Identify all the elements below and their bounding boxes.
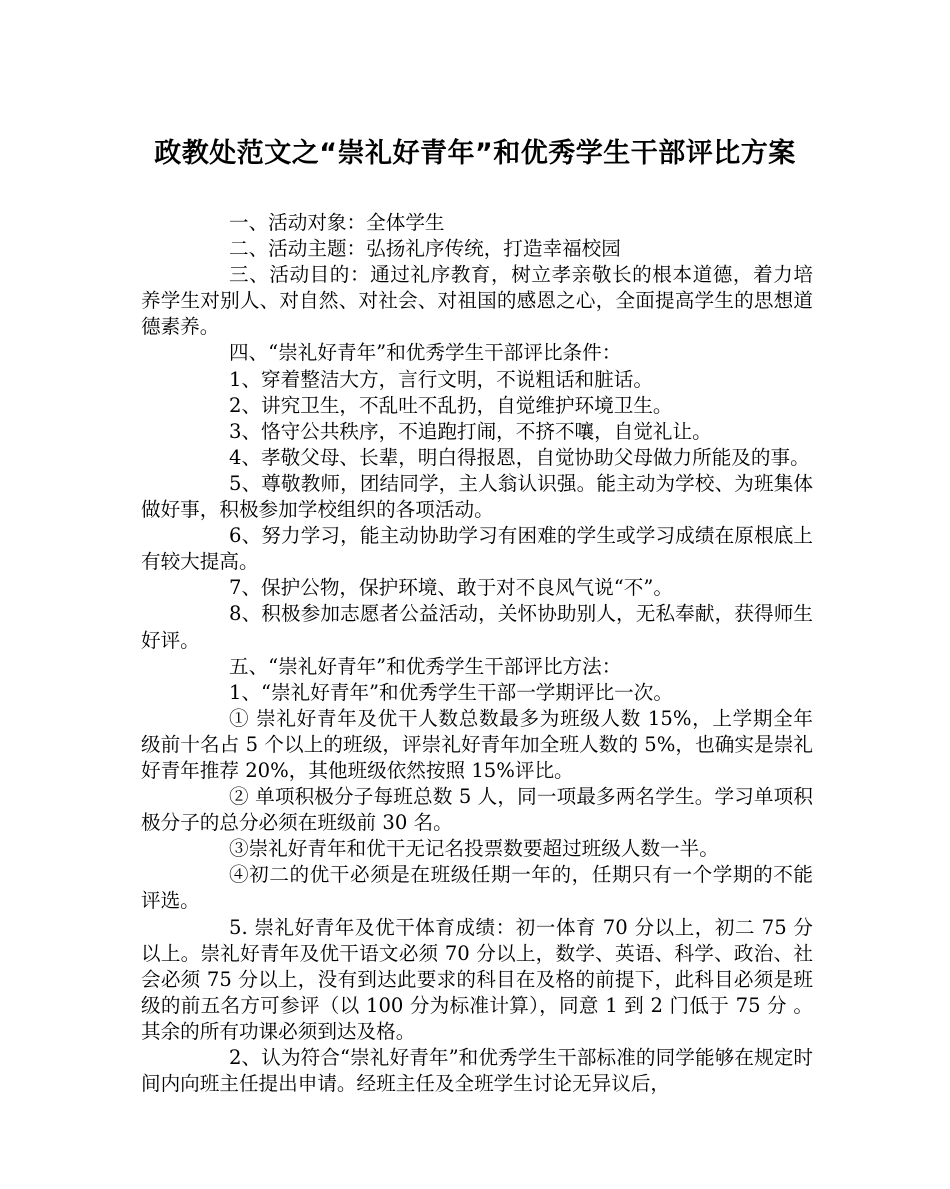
paragraph-method-1-item-4: ④初二的优干必须是在班级任期一年的，任期只有一个学期的不能评选。 xyxy=(141,863,813,913)
paragraph-criterion-8: 8、积极参加志愿者公益活动，关怀协助别人，无私奉献，获得师生好评。 xyxy=(141,602,813,652)
paragraph-method-1-item-5: 5. 崇礼好青年及优干体育成绩：初一体育 70 分以上，初二 75 分以上。崇礼好青年及优干语文必须 70 分以上，数学、英语、科学、政治、社会必须 75 分以上，没有到达此要求的科目在及格的前提下，此科目必须是班级的前五名方可参评（以 100 分为标准计算），同意 1 到 2 门低于 75 分 。其余的所有功课必须到达及格。 xyxy=(141,915,813,1043)
paragraph-activity-theme: 二、活动主题：弘扬礼序传统，打造幸福校园 xyxy=(229,237,621,261)
paragraph-criterion-5: 5、尊敬教师，团结同学，主人翁认识强。能主动为学校、为班集体做好事，积极参加学校组织的各项活动。 xyxy=(141,471,813,522)
paragraph-criterion-6: 6、努力学习，能主动协助学习有困难的学生或学习成绩在原根底上有较大提高。 xyxy=(141,524,813,574)
paragraph-criterion-4: 4、孝敬父母、长辈，明白得报恩，自觉协助父母做力所能及的事。 xyxy=(229,445,810,469)
paragraph-criteria-heading: 四、“崇礼好青年”和优秀学生干部评比条件： xyxy=(229,341,622,365)
document-title: 政教处范文之“崇礼好青年”和优秀学生干部评比方案 xyxy=(154,138,796,169)
paragraph-criterion-1: 1、穿着整洁大方，言行文明，不说粗话和脏话。 xyxy=(229,367,653,391)
paragraph-method-1-item-2: ② 单项积极分子每班总数 5 人，同一项最多两名学生。学习单项积极分子的总分必须在班级前 30 名。 xyxy=(141,785,813,835)
paragraph-criterion-3: 3、恪守公共秩序，不追跑打闹，不挤不嚷，自觉礼让。 xyxy=(229,419,712,443)
paragraph-method-1-item-3: ③崇礼好青年和优干无记名投票数要超过班级人数一半。 xyxy=(229,837,719,861)
paragraph-activity-purpose: 三、活动目的：通过礼序教育，树立孝亲敬长的根本道德，着力培养学生对别人、对自然、对社会、对祖国的感恩之心，全面提高学生的思想道德素养。 xyxy=(141,263,813,339)
paragraph-criterion-7: 7、保护公物，保护环境、敢于对不良风气说“不”。 xyxy=(229,576,673,600)
document-body xyxy=(141,210,813,1097)
paragraph-method-heading: 五、“崇礼好青年”和优秀学生干部评比方法： xyxy=(229,654,622,678)
paragraph-method-1: 1、“崇礼好青年”和优秀学生干部一学期评比一次。 xyxy=(229,680,673,704)
paragraph-method-1-item-1: ① 崇礼好青年及优干人数总数最多为班级人数 15%，上学期全年级前十名占 5 个以上的班级，评崇礼好青年加全班人数的 5%，也确实是崇礼好青年推荐 20%，其他班级依然按照 15%评比。 xyxy=(141,706,813,782)
paragraph-criterion-2: 2、讲究卫生，不乱吐不乱扔，自觉维护环境卫生。 xyxy=(229,393,673,417)
paragraph-activity-target: 一、活动对象：全体学生 xyxy=(229,211,445,234)
paragraph-method-2: 2、认为符合“崇礼好青年”和优秀学生干部标准的同学能够在规定时间内向班主任提出申请。经班主任及全班学生讨论无异议后， xyxy=(141,1046,813,1096)
